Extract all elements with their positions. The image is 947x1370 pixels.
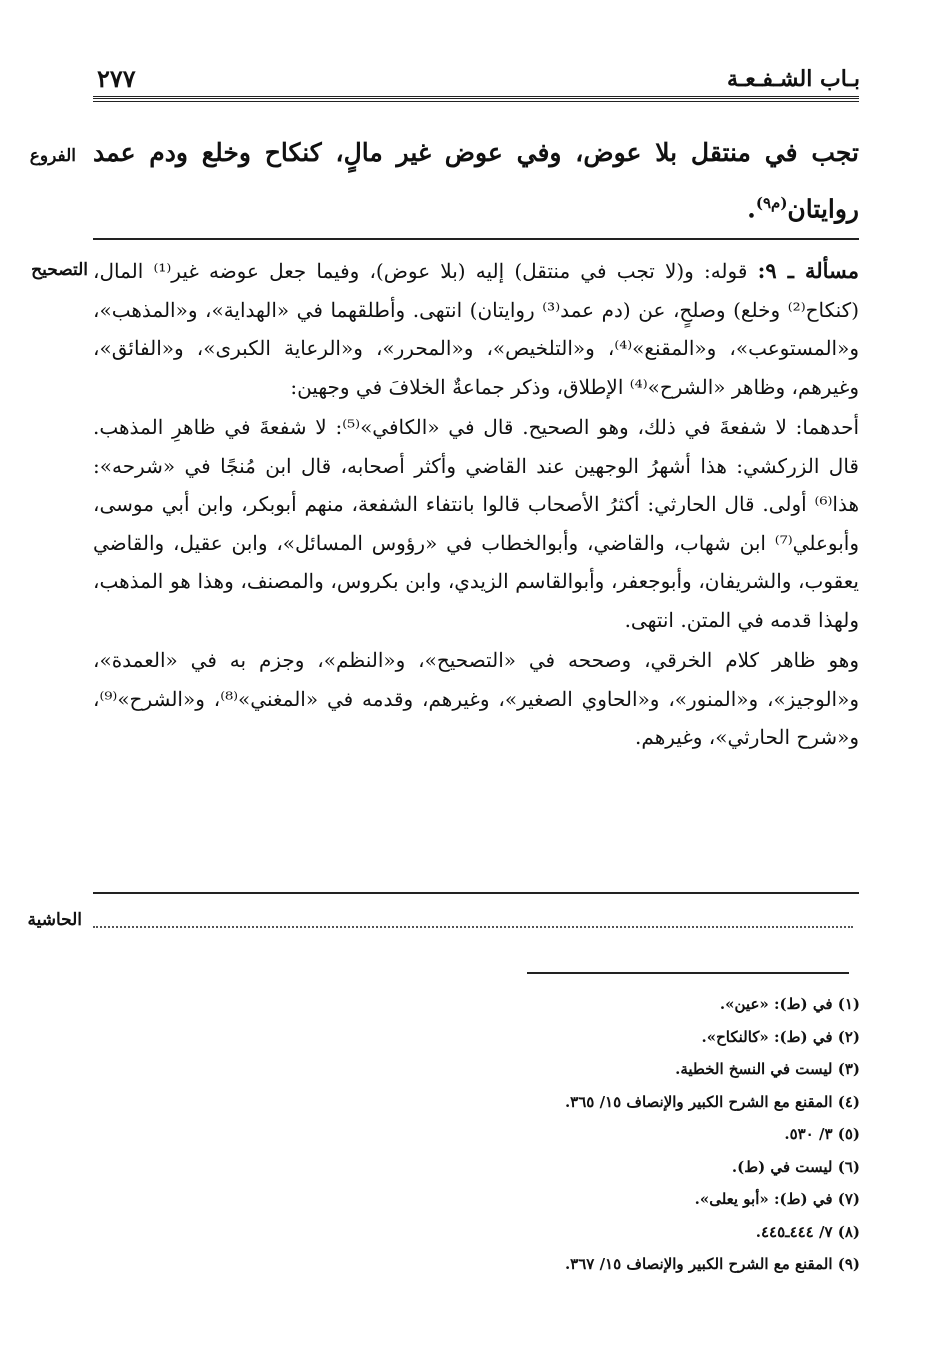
footnote: (٤) المقنع مع الشرح الكبير والإنصاف ١٥/ ٣٦٥. (564, 1092, 860, 1111)
footnote: (٣) ليست في النسخ الخطية. (675, 1060, 860, 1078)
matn-text (93, 128, 859, 234)
matn-body: تجب في منتقل بلا عوض، وفي عوض غير مالٍ، كنكاح وخلع ودم عمد روايتان (93, 138, 859, 224)
matn-ref: (م٩) (755, 194, 788, 212)
tashih-label: التصحيح (31, 260, 88, 280)
page-number: ٢٧٧ (97, 64, 136, 93)
footnote: (٥) ٣/ ٥٣٠. (784, 1125, 860, 1143)
furu-label: الفروع (29, 146, 76, 166)
tashih-paragraph-2: أحدهما: لا شفعةَ في ذلك، وهو الصحيح. قال في «الكافي»⁽⁵⁾: لا شفعةَ في ظاهرِ المذهب. قال الزركشي: هذا أشهرُ الوجهين عند القاضي وأكثر أصحابه، قال ابن مُنجًا في «شرحه»: هذا⁽⁶⁾ أولى. قال الحارثي: أكثرُ الأصحاب قالوا بانتفاء الشفعة، منهم أبوبكر، وابن أبي موسى، وأبوعلي⁽⁷⁾ ابن شهاب، والقاضي، وأبوالخطاب في «رؤوس المسائل»، وابن عقيل، والقاضي يعقوب، والشريفان، وأبوجعفر، وأبوالقاسم الزيدي، وابن بكروس، والمصنف، وهذا هو المذهب، ولهذا قدمه في المتن. انتهى. (93, 415, 859, 632)
tashih-paragraph-1-body: قوله: و(لا تجب في منتقل) إليه (بلا عوض)، وفيما جعل عوضه غير⁽¹⁾ المال، (كنكاح⁽²⁾ وخلع) وصلحٍ، عن (دم عمد⁽³⁾ روايتان) انتهى. وأطلقهما في «الهداية»، و«المذهب»، و«المستوعب»، و«المقنع»⁽⁴⁾، و«التلخيص»، و«المحرر»، و«الرعاية الكبرى»، و«الفائق»، وغيرهم، وظاهر «الشرح»⁽⁴⁾ الإطلاق، وذكر جماعةٌ الخلافَ في وجهين: (93, 259, 860, 399)
running-header-title: بـاب الشـفـعـة (727, 66, 860, 92)
tashih-paragraph-1 (93, 252, 859, 406)
footnote: (٦) ليست في (ط). (731, 1157, 860, 1176)
footnotes-list (420, 988, 860, 1281)
footnote: (٢) في (ط): «كالنكاح». (701, 1027, 860, 1046)
section-divider-bottom (93, 892, 859, 894)
masala-heading: مسألة ـ ٩: (757, 258, 860, 283)
footnote-separator (527, 972, 849, 974)
footnote: (١) في (ط): «عين». (719, 995, 860, 1013)
section-divider-top (93, 238, 859, 240)
tashih-paragraph-3: وهو ظاهر كلام الخرقي، وصححه في «التصحيح»، و«النظم»، وجزم به في «العمدة»، و«الوجيز»، و«المنور»، و«الحاوي الصغير»، وغيرهم، وقدمه في «المغني»⁽⁸⁾، و«الشرح»⁽⁹⁾، و«شرح الحارثي»، وغيرهم. (93, 648, 859, 749)
footnote: (٨) ٧/ ٤٤٤ـ٤٤٥. (755, 1222, 860, 1241)
header-rule (93, 96, 859, 102)
hashiya-label: الحاشية (27, 910, 82, 930)
matn-end: . (747, 194, 756, 224)
footnote: (٧) في (ط): «أبو يعلى». (694, 1190, 860, 1208)
footnote: (٩) المقنع مع الشرح الكبير والإنصاف ١٥/ ٣٦٧. (564, 1255, 860, 1273)
hashiya-dotted-line (93, 926, 853, 928)
tashih-text (93, 252, 859, 759)
